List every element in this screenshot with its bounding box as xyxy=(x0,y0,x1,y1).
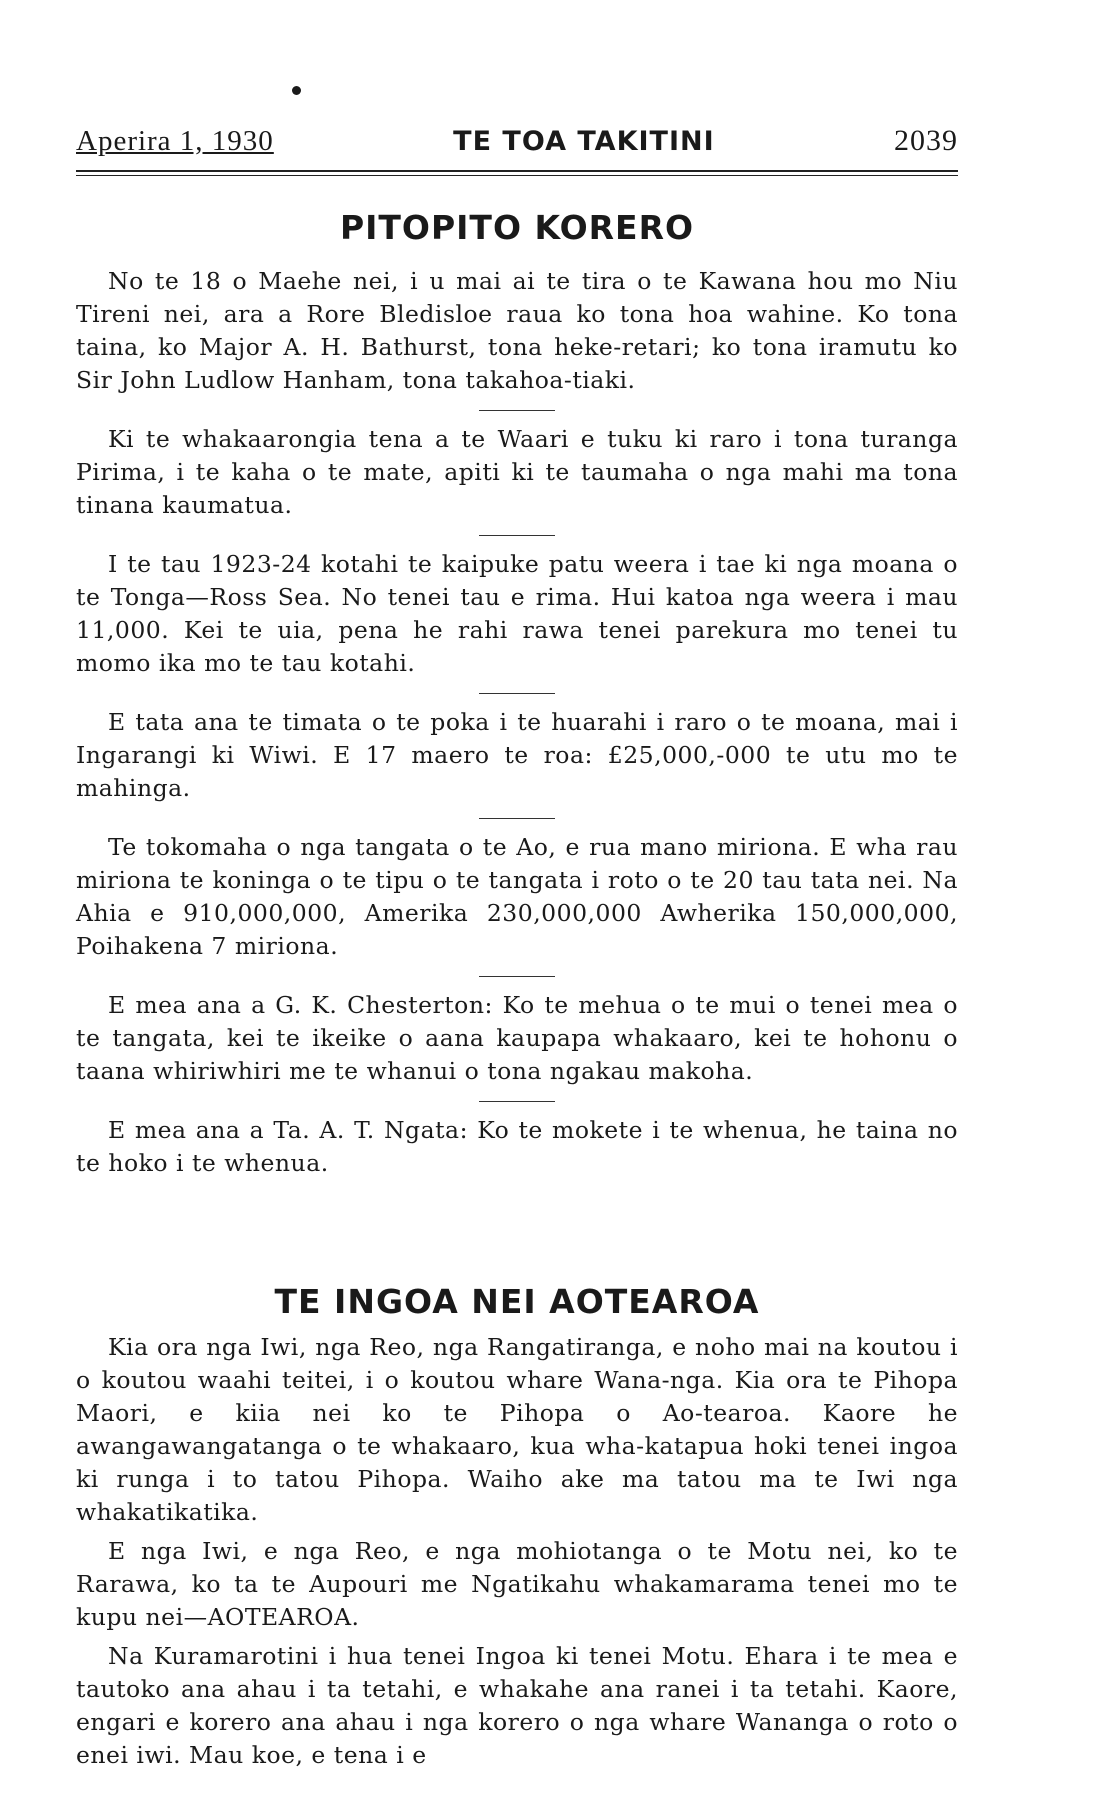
paragraph: I te tau 1923-24 kotahi te kaipuke patu weera i tae ki nga moana o te Tonga—Ross Sea. No tenei tau e rima. Hui katoa nga weera i mau 11,000. Kei te uia, pena he rahi rawa tenei parekura mo tenei tu momo ika mo te tau kotahi. xyxy=(76,550,958,677)
paragraph: Kia ora nga Iwi, nga Reo, nga Rangatiranga, e noho mai na koutou i o koutou waahi teitei, i o koutou whare Wana-nga. Kia ora te Pihopa Maori, e kiia nei ko te Pihopa o Ao-tearoa. Kaore he awangawangatanga o te whakaaro, kua wha-katapua hoki tenei ingoa ki runga i to tatou Pihopa. Waiho ake ma tatou ma te Iwi nga whakatikatika. xyxy=(76,1333,958,1526)
paragraph: E mea ana a G. K. Chesterton: Ko te mehua o te mui o tenei mea o te tangata, kei te ikeike o aana kaupapa whakaaro, kei te hohonu o taana whiriwhiri me te whanui o tona ngakau makoha. xyxy=(76,991,958,1085)
separator xyxy=(479,410,555,411)
paragraph: E mea ana a Ta. A. T. Ngata: Ko te mokete i te whenua, he taina no te hoko i te whenua. xyxy=(76,1116,958,1177)
separator xyxy=(479,818,555,819)
header-date: Aperira 1, 1930 xyxy=(76,125,274,157)
section-title: PITOPITO KORERO xyxy=(339,208,695,247)
page-header xyxy=(76,124,958,158)
section-title: TE INGOA NEI AOTEAROA xyxy=(274,1282,760,1321)
paragraph: No te 18 o Maehe nei, i u mai ai te tira o te Kawana hou mo Niu Tireni nei, ara a Rore Bledisloe raua ko tona hoa wahine. Ko tona taina, ko Major A. H. Bathurst, tona heke-retari; ko tona iramutu ko Sir John Ludlow Hanham, tona takahoa-tiaki. xyxy=(76,267,958,394)
section-te-ingoa-nei-aotearoa xyxy=(76,1282,958,1772)
paragraph: Te tokomaha o nga tangata o te Ao, e rua mano miriona. E wha rau miriona te koninga o te tipu o te tangata i roto o te 20 tau tata nei. Na Ahia e 910,000,000, Amerika 230,000,000 Awherika 150,000,000, Poihakena 7 miriona. xyxy=(76,833,958,960)
header-page-number: 2039 xyxy=(894,124,958,157)
paragraph: E tata ana te timata o te poka i te huarahi i raro o te moana, mai i Ingarangi ki Wiwi. E 17 maero te roa: £25,000,-000 te utu mo te mahinga. xyxy=(76,708,958,802)
separator xyxy=(479,535,555,536)
paragraph: Na Kuramarotini i hua tenei Ingoa ki tenei Motu. Ehara i te mea e tautoko ana ahau i ta tetahi, e whakahe ana ranei i ta tetahi. Kaore, engari e korero ana ahau i nga korero o nga whare Wananga o roto o enei iwi. Mau koe, e tena i e xyxy=(76,1642,958,1769)
ink-dot xyxy=(292,86,301,95)
separator xyxy=(479,976,555,977)
paragraph: Ki te whakaarongia tena a te Waari e tuku ki raro i tona turanga Pirima, i te kaha o te mate, apiti ki te taumaha o nga mahi ma tona tinana kaumatua. xyxy=(76,425,958,519)
separator xyxy=(479,1101,555,1102)
paragraph: E nga Iwi, e nga Reo, e nga mohiotanga o te Motu nei, ko te Rarawa, ko ta te Aupouri me Ngatikahu whakamarama tenei mo te kupu nei—AOTEAROA. xyxy=(76,1537,958,1631)
header-rule xyxy=(76,170,958,172)
separator xyxy=(479,693,555,694)
header-rule-thin xyxy=(76,175,958,176)
section-pitopito-korero xyxy=(76,208,958,1180)
header-publication: TE TOA TAKITINI xyxy=(453,126,715,157)
